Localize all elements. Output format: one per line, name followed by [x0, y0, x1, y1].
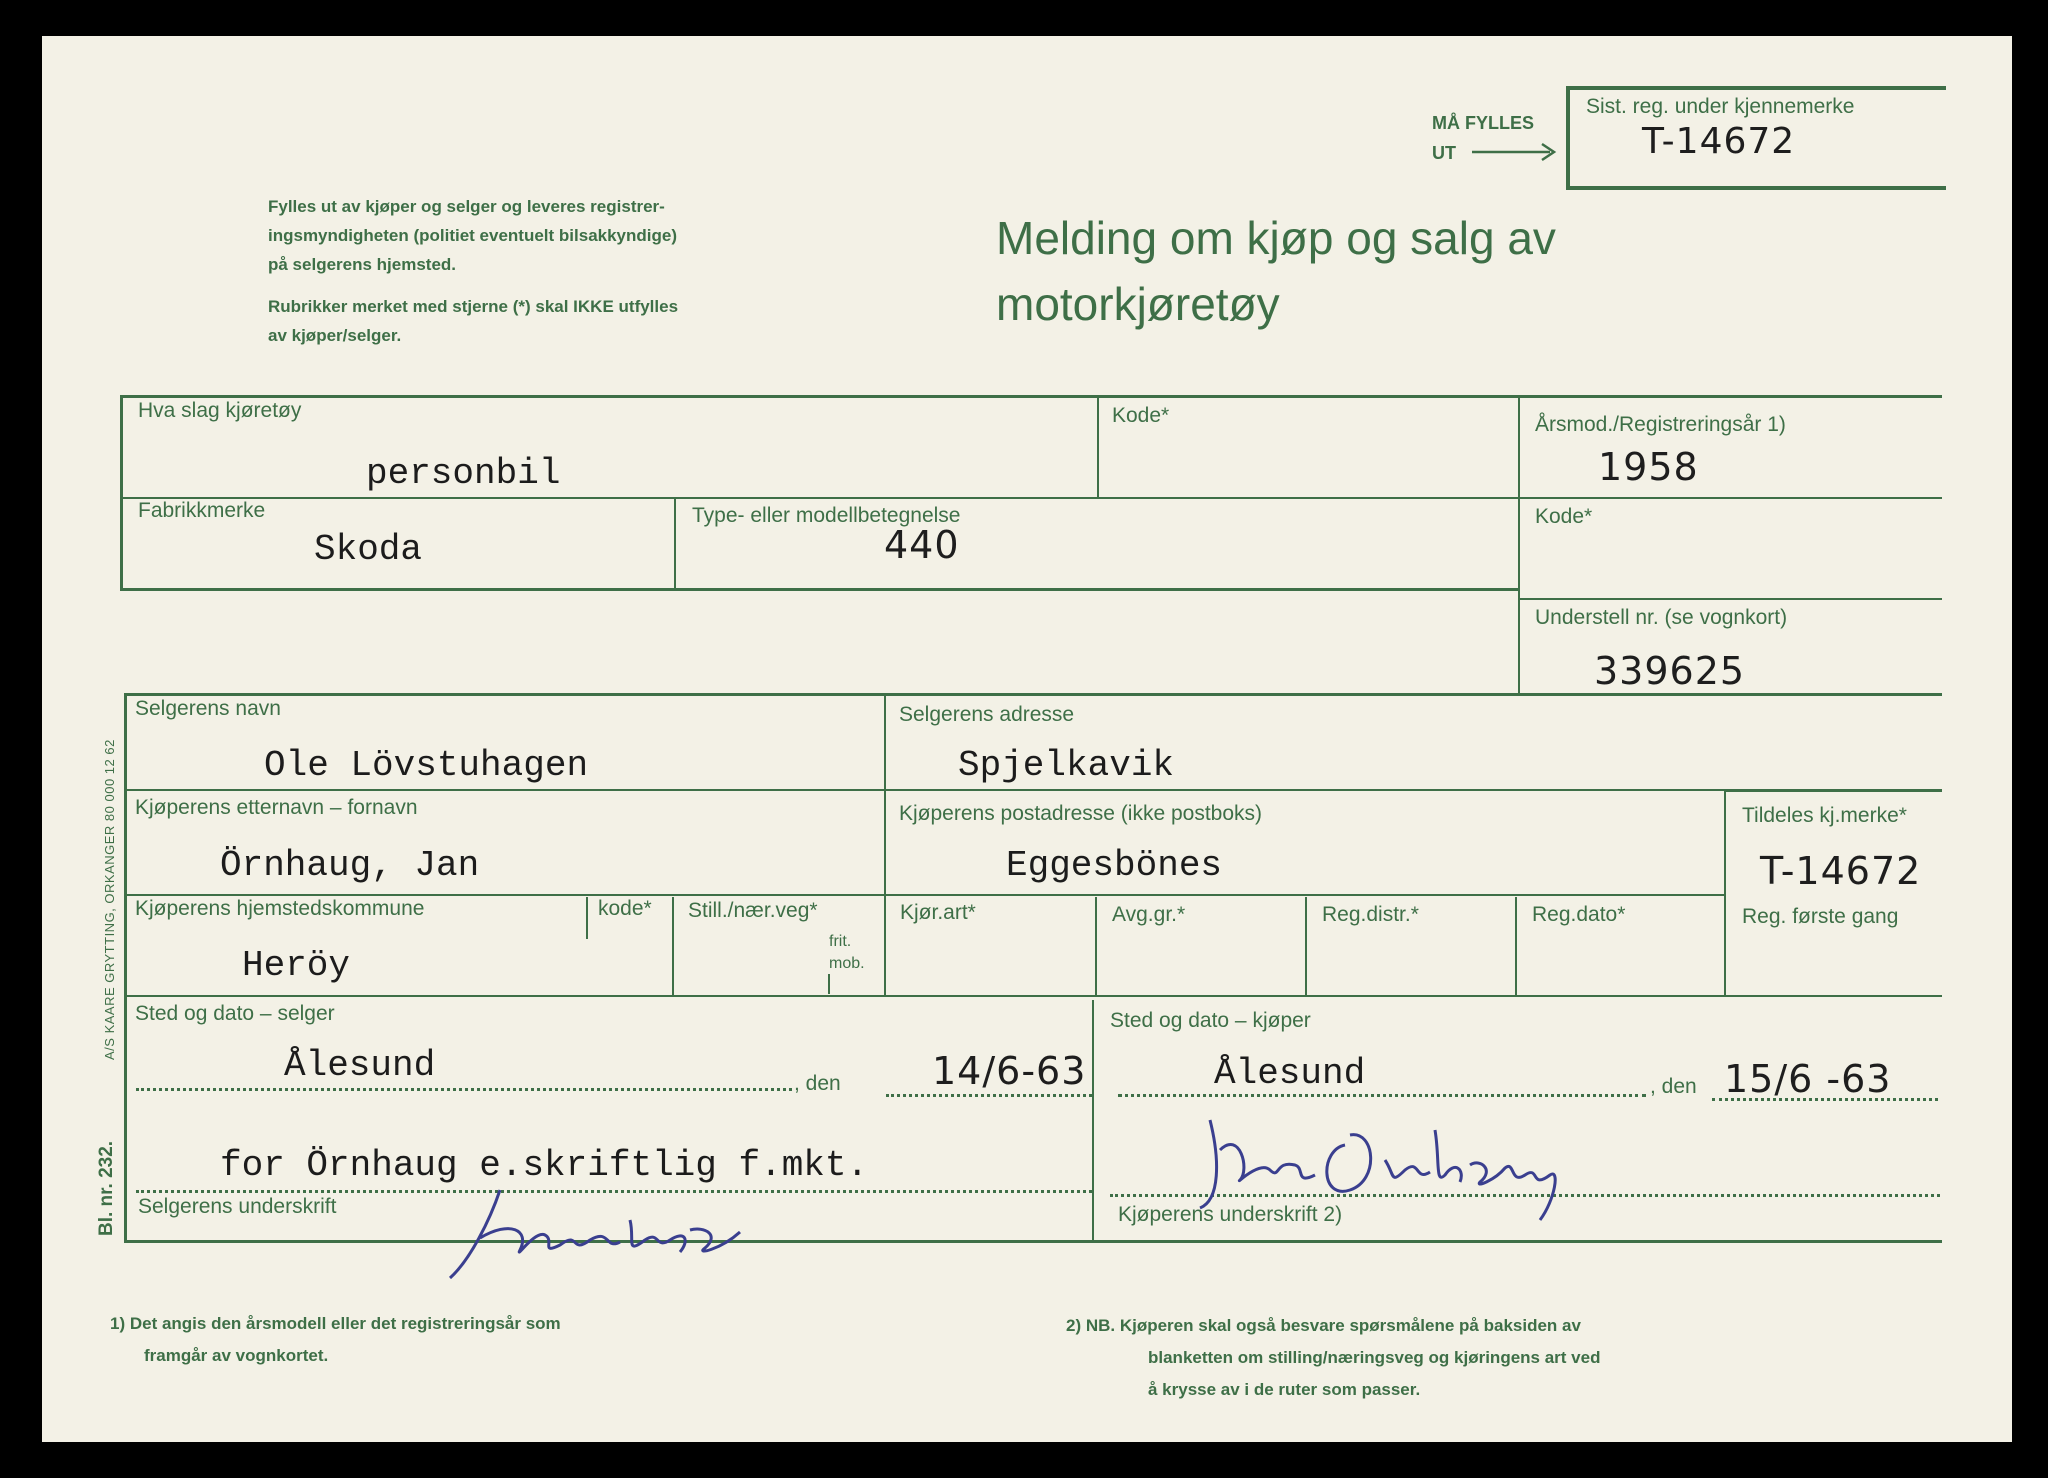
avg-gr-label: Avg.gr.* [1112, 903, 1186, 926]
kjor-art-label: Kjør.art* [900, 901, 976, 924]
vehicle-code-label: Kode* [1112, 404, 1170, 427]
instruction-line: Rubrikker merket med stjerne (*) skal IKKE utfylles [268, 297, 679, 316]
footnote-1-line-2: framgår av vognkortet. [144, 1346, 329, 1365]
seller-place-label: Sted og dato – selger [135, 1002, 335, 1025]
year-label: Årsmod./Registreringsår 1) [1535, 413, 1786, 436]
buyer-postal-value: Eggesbönes [1006, 845, 1223, 886]
seller-date-dotted-line [886, 1094, 1092, 1097]
buyer-signature-drawing [1180, 1090, 1600, 1245]
kode-label: kode* [598, 897, 652, 920]
municipality-value: Heröy [242, 945, 351, 986]
ut-label: UT [1432, 143, 1456, 163]
instruction-line: på selgerens hjemsted. [268, 255, 457, 274]
footnote-2-line-3: å krysse av i de ruter som passer. [1148, 1380, 1421, 1399]
instruction-line: Fylles ut av kjøper og selger og leveres registrer- [268, 197, 665, 216]
footnote-2 [1066, 1310, 1600, 1406]
buyer-place-label: Sted og dato – kjøper [1110, 1009, 1311, 1032]
buyer-place-value: Ålesund [1214, 1053, 1366, 1094]
mob-label: mob. [829, 955, 865, 972]
reg-distr-label: Reg.distr.* [1322, 903, 1419, 926]
model-label: Type- eller modellbetegnelse [692, 504, 961, 527]
sist-reg-value: T-14672 [1642, 121, 1796, 162]
seller-address-value: Spjelkavik [958, 745, 1175, 786]
reg-dato-label: Reg.dato* [1532, 903, 1626, 926]
den-label-1: , den [794, 1072, 841, 1095]
chassis-label: Understell nr. (se vognkort) [1535, 606, 1788, 629]
seller-signature-drawing [420, 1160, 760, 1295]
seller-signature-label: Selgerens underskrift [138, 1195, 337, 1218]
seller-address-label: Selgerens adresse [899, 703, 1075, 726]
reg-forste-label: Reg. første gang [1742, 905, 1899, 928]
typed-note: for Örnhaug e.skriftlig f.mkt. [220, 1145, 869, 1186]
ma-fylles-label: MÅ FYLLES [1432, 113, 1534, 133]
footnote-2-line-1: 2) NB. Kjøperen skal også besvare spørsmålene på baksiden av [1066, 1316, 1581, 1335]
arrow-right-icon [1470, 140, 1558, 169]
model-value: 440 [884, 523, 960, 567]
year-value: 1958 [1598, 445, 1699, 489]
seller-place-dotted-line [136, 1088, 792, 1091]
printer-imprint: A/S KAARE GRYTTING, ORKANGER 80 000 12 62 [102, 739, 117, 1060]
footnote-1-line-1: 1) Det angis den årsmodell eller det registreringsår som [110, 1314, 561, 1333]
sist-reg-label: Sist. reg. under kjennemerke [1586, 95, 1855, 118]
buyer-signature-label: Kjøperens underskrift 2) [1118, 1203, 1343, 1226]
seller-name-label: Selgerens navn [135, 697, 281, 720]
still-label: Still./nær.veg* [688, 899, 818, 922]
title-line-2: motorkjøretøy [996, 278, 1280, 330]
buyer-postal-label: Kjøperens postadresse (ikke postboks) [899, 802, 1262, 825]
vehicle-kind-value: personbil [366, 453, 561, 494]
instructions-block [268, 192, 677, 279]
seller-name-value: Ole Lövstuhagen [264, 745, 589, 786]
brand-value: Skoda [314, 529, 423, 570]
instruction-line: av kjøper/selger. [268, 326, 402, 345]
brand-label: Fabrikkmerke [138, 499, 266, 522]
buyer-name-value: Örnhaug, Jan [220, 845, 480, 886]
vehicle-kind-label: Hva slag kjøretøy [138, 399, 302, 422]
footnote-1 [110, 1308, 561, 1372]
den-label-2: , den [1650, 1075, 1697, 1098]
buyer-date: 15/6 -63 [1724, 1057, 1892, 1101]
seller-date: 14/6-63 [932, 1049, 1087, 1093]
frit-label: frit. [829, 933, 852, 950]
buyer-name-label: Kjøperens etternavn – fornavn [135, 796, 418, 819]
instructions-block-2 [268, 292, 678, 350]
plate-value: T-14672 [1760, 849, 1922, 893]
seller-place-value: Ålesund [284, 1045, 436, 1086]
form-number: Bl. nr. 232. [96, 1140, 117, 1236]
footnote-2-line-2: blanketten om stilling/næringsveg og kjøringens art ved [1148, 1348, 1601, 1367]
vehicle-code2-label: Kode* [1535, 505, 1593, 528]
municipality-label: Kjøperens hjemstedskommune [135, 897, 425, 920]
buyer-date-dotted-line [1712, 1098, 1938, 1101]
form-title [996, 205, 1556, 337]
plate-label: Tildeles kj.merke* [1742, 804, 1907, 827]
chassis-value: 339625 [1594, 649, 1746, 693]
instruction-line: ingsmyndigheten (politiet eventuelt bilsakkyndige) [268, 226, 678, 245]
title-line-1: Melding om kjøp og salg av [996, 212, 1556, 264]
